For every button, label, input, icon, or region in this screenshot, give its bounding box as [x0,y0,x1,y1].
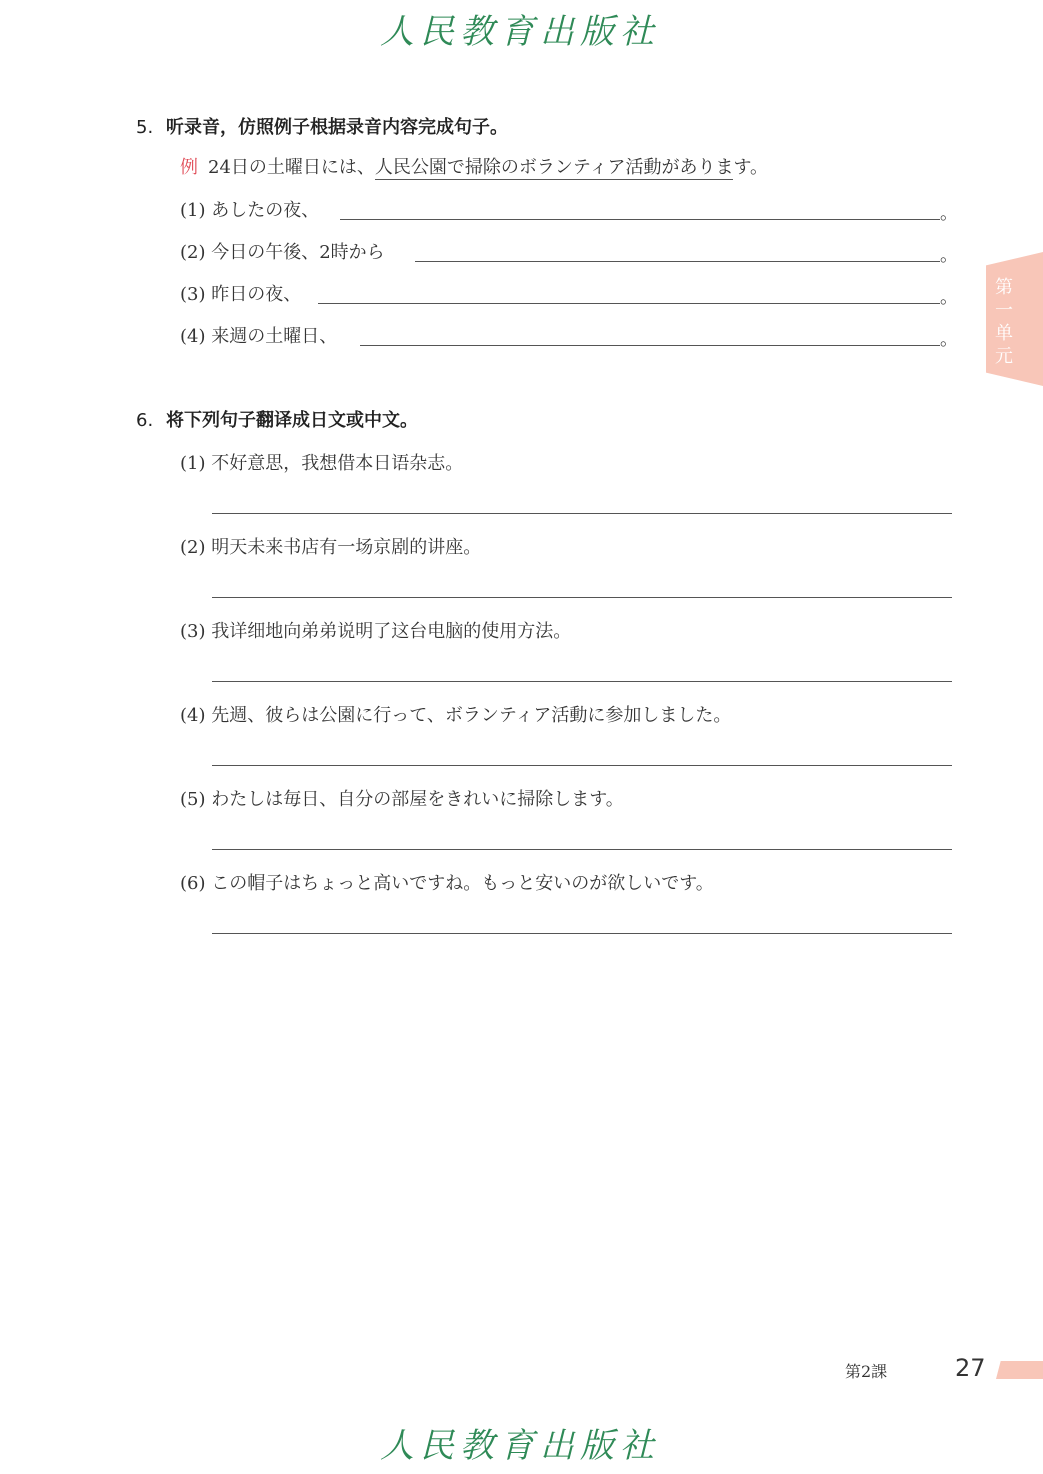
question-5-text: 听录音，仿照例子根据录音内容完成句子。 [166,117,508,138]
q6-item-5-answer-line[interactable] [212,849,952,850]
q5-item-1-period: 。 [940,203,958,224]
q5-item-3-answer-blank[interactable] [318,303,940,304]
example-mark: 例 [180,157,198,178]
q6-item-4-answer-line[interactable] [212,765,952,766]
example-prefix: 24日の土曜日には、 [208,157,375,178]
unit-side-tab-label: 第一单元 [995,277,1013,367]
q6-item-1-label: (1) 不好意思，我想借本日语杂志。 [180,453,464,474]
q6-item-5-label: (5) わたしは毎日、自分の部屋をきれいに掃除します。 [180,789,624,810]
q5-item-3-period: 。 [940,287,958,308]
q5-item-4-answer-blank[interactable] [360,345,940,346]
q5-item-3-label: (3) 昨日の夜、 [180,284,302,305]
publisher-logo-bottom: 人民教育出版社 [380,1426,660,1466]
q6-item-4-label: (4) 先週、彼らは公園に行って、ボランティア活動に参加しました。 [180,705,732,726]
question-5-number: 5. [136,117,154,138]
q5-item-4-label: (4) 来週の土曜日、 [180,326,338,347]
q6-item-6-label: (6) この帽子はちょっと高いですね。もっと安いのが欲しいです。 [180,873,714,894]
q5-item-4-period: 。 [940,329,958,350]
q6-item-2-label: (2) 明天未来书店有一场京剧的讲座。 [180,537,482,558]
question-6-text: 将下列句子翻译成日文或中文。 [166,410,418,431]
example-answer: 人民公園で掃除のボランティア活動がありま [374,157,734,178]
q6-item-1-answer-line[interactable] [212,513,952,514]
question-5-title [136,113,508,139]
question-5-example [180,153,768,179]
q6-item-6-answer-line[interactable] [212,933,952,934]
page-number: 27 [955,1354,986,1382]
q5-item-2-period: 。 [940,245,958,266]
q6-item-2-answer-line[interactable] [212,597,952,598]
question-6-title [136,406,418,432]
q5-item-1-answer-blank[interactable] [340,219,940,220]
question-6-number: 6. [136,410,154,431]
q5-item-1-label: (1) あしたの夜、 [180,200,320,221]
q6-item-3-label: (3) 我详细地向弟弟说明了这台电脑的使用方法。 [180,621,572,642]
publisher-logo-top: 人民教育出版社 [380,12,660,52]
q5-item-2-label: (2) 今日の午後、2時から [180,242,385,263]
q5-item-2-answer-blank[interactable] [415,261,940,262]
lesson-label: 第2課 [845,1362,888,1381]
q6-item-3-answer-line[interactable] [212,681,952,682]
example-suffix: す。 [733,157,769,178]
footer-accent-bar [996,1361,1043,1379]
